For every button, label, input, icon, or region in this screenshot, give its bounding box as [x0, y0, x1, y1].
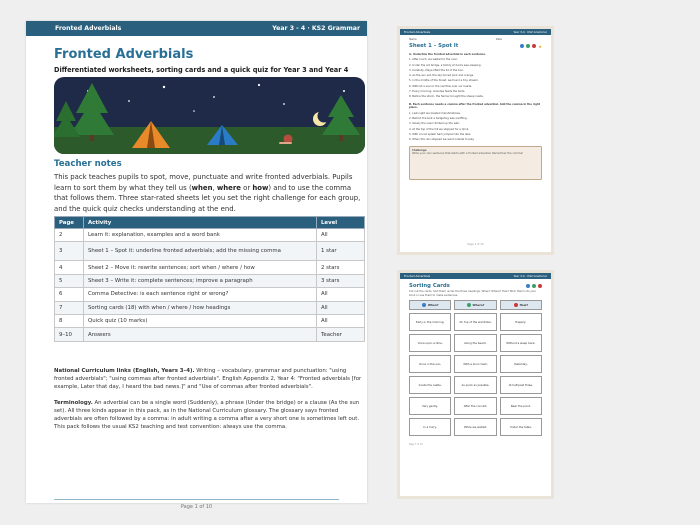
table-cell-page: 7 [55, 301, 84, 314]
table-header-activity: Activity [84, 217, 317, 229]
list-item: 4. At the top of the hill we stopped for a drink. [409, 127, 470, 131]
date-label: Date [495, 38, 502, 41]
header-level: Year 3 - 4 · KS2 Grammar [272, 25, 360, 32]
table-cell-level: All [317, 288, 365, 301]
snail-icon [538, 284, 542, 288]
list-item: 6. Without a sound, the owl flew over our heads. [409, 84, 473, 88]
sorting-card: As quick as possible, [454, 376, 496, 394]
page-title: Fronted Adverbials [54, 47, 194, 62]
clock-icon [526, 284, 530, 288]
table-cell-page: 2 [55, 229, 84, 242]
table-row [55, 288, 365, 301]
intro-paragraph: This pack teaches pupils to spot, move, punctuate and write fronted adverbials. Pupils learn to sort them by what they tell us (when, where or how) and to use the comma that follows them. Three star-rated sheets let you set the right challenge for each group, and the quick quiz checks understanding at the end. [54, 173, 361, 213]
list-item: 6. When the rain stopped we went outside to play. [409, 138, 475, 142]
table-cell-activity: Sheet 3 – Write it: complete sentences; improve a paragraph [84, 274, 317, 287]
sorting-card: Happily, [500, 313, 542, 331]
table-row [55, 229, 365, 242]
list-item: 2. Behind the tent a hedgehog was snuffling. [409, 117, 468, 121]
list-item: 1. Last night we toasted marshmallows. [409, 111, 461, 115]
sorting-cards-thumbnail[interactable] [397, 270, 554, 499]
table-cell-level: All [317, 314, 365, 327]
table-cell-page: 5 [55, 274, 84, 287]
terminology-note: Terminology. An adverbial can be a single word (Suddenly), a phrase (Under the bridge) or a clause (As the sun set). All three kinds appear in this pack, as in the National Curriculum glossary. The glossary says fronted adverbials are often followed by a comma: in adult writing a comma after a very short one is sometimes left out. This pack follows the usual KS2 teaching and test convention: always use the comma. [54, 400, 360, 430]
pin-icon [467, 303, 471, 307]
sorting-card: Without a sleep back, [500, 334, 542, 352]
table-cell-level: All [317, 229, 365, 242]
table-row [55, 301, 365, 314]
star-icon: ★ [538, 43, 542, 49]
list-item: 3. Carefully, Maya lifted the lid of the box. [409, 68, 464, 72]
table-cell-level: All [317, 301, 365, 314]
header-title: Fronted Adverbials [55, 25, 122, 32]
sorting-card: Near the pond, [500, 397, 542, 415]
thumb2-footer: Page 7 of 10 [409, 443, 423, 446]
sorting-card: Once in the sun, [409, 355, 451, 373]
table-cell-activity: Comma Detective: is each sentence right or wrong? [84, 288, 317, 301]
table-cell-page: 3 [55, 242, 84, 261]
challenge-box: Challenge Write your own sentence that starts with a fronted adverbial. Remember the comma! [409, 146, 542, 180]
list-item: 7. Every morning, Grandpa feeds the birds. [409, 90, 466, 94]
table-header-level: Level [317, 217, 365, 229]
sorting-card: Inside the castle, [409, 376, 451, 394]
clock-icon [422, 303, 426, 307]
table-cell-activity: Sheet 1 – Spot it: underline fronted adverbials; add the missing comma [84, 242, 317, 261]
table-cell-activity: Answers [84, 328, 317, 341]
part-a-instructions: A. Underline the fronted adverbial in each sentence. [409, 53, 486, 56]
list-item: 2. Under the old bridge, a family of ducks was sleeping. [409, 63, 482, 67]
thumb1-title: Sheet 1 – Spot It [409, 43, 459, 49]
thumb2-header: Fronted Adverbials Year 3-4 · KS2 Grammar [400, 273, 551, 279]
table-row [55, 328, 365, 341]
table-cell-page: 6 [55, 288, 84, 301]
list-item: 8. Before the storm, the farmer brought the sheep inside. [409, 95, 484, 99]
table-row [55, 261, 365, 274]
sorting-card: Very gently, [409, 397, 451, 415]
list-item: 4. As the sun set, the sky turned pink and orange. [409, 74, 474, 78]
table-cell-activity: Sheet 2 – Move it: rewrite sentences; sort when / where / how [84, 261, 317, 274]
sorting-card: Along the beach, [454, 334, 496, 352]
sorting-card: Under the table, [500, 418, 542, 436]
page-subtitle: Differentiated worksheets, sorting cards and a quick quiz for Year 3 and Year 4 [54, 66, 349, 74]
main-page [26, 21, 367, 510]
table-cell-activity: Quick quiz (10 marks) [84, 314, 317, 327]
table-cell-page: 9–10 [55, 328, 84, 341]
sorting-card: Yesterday, [500, 355, 542, 373]
sorting-instructions: Cut out the cards. Sort them under the three headings: When? Where? How? Stick them into your book or use them to make sentences. [409, 290, 537, 297]
table-cell-level: 1 star [317, 242, 365, 261]
sorting-card: In a hurry, [409, 418, 451, 436]
name-label: Name [409, 38, 417, 41]
sorting-card: While we waited, [454, 418, 496, 436]
sorting-card: Early in the morning, [409, 313, 451, 331]
sorting-card: At half-past three, [500, 376, 542, 394]
camping-banner-illustration [54, 77, 365, 154]
footer-rule [54, 499, 339, 500]
heading-card-how: How? [500, 300, 542, 310]
page-header [26, 21, 367, 36]
snail-icon [532, 44, 536, 48]
table-cell-activity: Learn it: explanation, examples and a word bank [84, 229, 317, 242]
table-cell-page: 4 [55, 261, 84, 274]
part-b-instructions: B. Each sentence needs a comma after the fronted adverbial. Add the comma in the right place. [409, 102, 541, 110]
thumb1-footer: Page 3 of 10 [467, 243, 484, 246]
clock-icon [520, 44, 524, 48]
table-row [55, 242, 365, 261]
list-item: 5. In the middle of the forest, we found a tiny stream. [409, 79, 479, 83]
table-row [55, 274, 365, 287]
table-cell-page: 8 [55, 314, 84, 327]
list-item: 3. Slowly the snail climbed up the wall. [409, 122, 460, 126]
sorting-card: With a loud crash, [454, 355, 496, 373]
thumb1-header: Fronted Adverbials Year 3-4 · KS2 Grammar [400, 29, 551, 35]
teacher-notes-heading: Teacher notes [54, 159, 122, 169]
page-footer: Page 1 of 10 [180, 504, 213, 510]
heading-card-when: When? [409, 300, 451, 310]
sheet1-thumbnail[interactable] [397, 26, 554, 255]
sorting-card: On top of the wardrobe, [454, 313, 496, 331]
list-item: 1. After lunch, we walked to the river. [409, 58, 458, 62]
curriculum-links: National Curriculum links (English, Years 3–4). Writing – vocabulary, grammar and punctuation: "using fronted adverbials"; "using commas after fronted adverbials". English Appendix 2, Year 4: "Fronted adverbials [for example, Later that day, I heard the bad news.]" and "Use of commas after fronted adverbials". [54, 368, 362, 390]
table-cell-level: Teacher [317, 328, 365, 341]
list-item: 5. With a loud splash Sam jumped into the lake. [409, 133, 472, 137]
table-cell-level: 2 stars [317, 261, 365, 274]
snail-icon [514, 303, 518, 307]
table-header-page: Page [55, 217, 84, 229]
contents-table [54, 216, 365, 342]
pin-icon [532, 284, 536, 288]
thumb2-title: Sorting Cards [409, 283, 450, 289]
sorting-card: Once upon a time, [409, 334, 451, 352]
pin-icon [526, 44, 530, 48]
heading-card-where: Where? [454, 300, 496, 310]
sorting-card: After the concert, [454, 397, 496, 415]
table-row [55, 314, 365, 327]
table-cell-level: 3 stars [317, 274, 365, 287]
table-cell-activity: Sorting cards (18) with when / where / how headings [84, 301, 317, 314]
